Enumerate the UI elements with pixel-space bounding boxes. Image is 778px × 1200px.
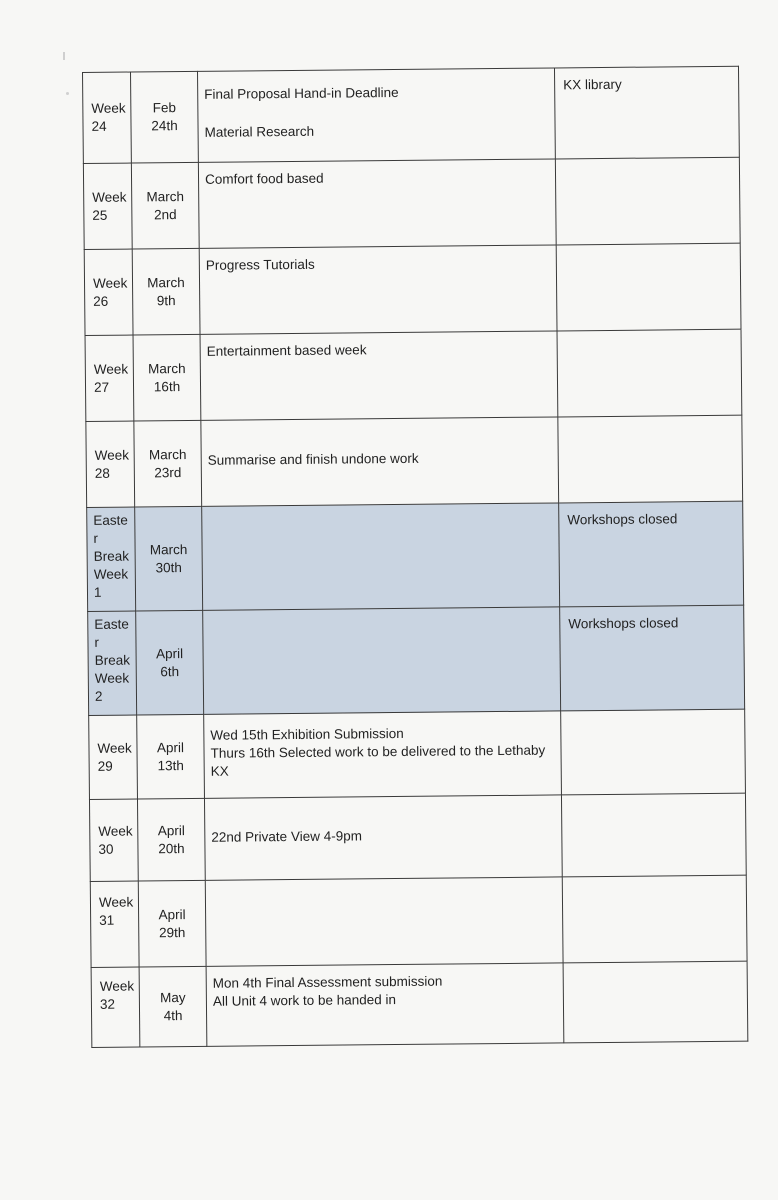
- date-day: 9th: [156, 292, 176, 308]
- activity-line: Material Research: [204, 123, 315, 140]
- week-label: Week: [98, 823, 133, 839]
- activity-line: Final Proposal Hand-in Deadline: [204, 84, 399, 102]
- week-label: Week: [93, 566, 129, 582]
- activity-line: All Unit 4 work to be handed in: [212, 992, 397, 1009]
- date-cell: [137, 714, 205, 799]
- date-cell: [131, 162, 199, 249]
- week-label: Week: [97, 740, 132, 756]
- date-cell: [136, 610, 204, 715]
- week-label: Break: [94, 652, 131, 668]
- week-number: 32: [99, 996, 116, 1012]
- week-number: 1: [93, 584, 102, 600]
- week-label: Week: [92, 189, 127, 205]
- table-row: [85, 329, 742, 421]
- date-day: 30th: [155, 559, 182, 575]
- date-day: 16th: [153, 378, 181, 394]
- date-cell: [133, 334, 201, 421]
- date-day: 13th: [157, 757, 184, 773]
- activity-cell: [200, 331, 558, 420]
- week-label: r: [94, 634, 100, 650]
- week-label: Week: [98, 894, 134, 910]
- week-label: Week: [93, 361, 129, 377]
- week-label: Week: [99, 978, 135, 994]
- activity-cell: [203, 607, 561, 714]
- week-cell: [84, 249, 133, 335]
- activity-line: Wed 15th Exhibition Submission: [210, 725, 404, 743]
- week-number: 2: [94, 688, 103, 704]
- activity-line: 22nd Private View 4-9pm: [211, 828, 363, 845]
- activity-cell: [197, 68, 555, 162]
- week-number: 26: [93, 293, 109, 309]
- week-cell: [83, 163, 132, 249]
- table-row: [91, 961, 748, 1047]
- schedule-table: [82, 66, 748, 1048]
- week-label: Easte: [94, 616, 129, 632]
- date-cell: [139, 966, 207, 1047]
- scan-mark: [66, 92, 69, 95]
- date-month: April: [156, 739, 185, 755]
- activity-cell: [202, 503, 560, 610]
- table-row: [87, 501, 744, 611]
- activity-cell: [198, 159, 556, 248]
- note-cell: [554, 66, 739, 159]
- week-cell: [83, 72, 132, 163]
- date-day: 24th: [151, 118, 178, 134]
- table-row: [83, 66, 740, 163]
- week-label: Week: [94, 447, 130, 463]
- activity-cell: [204, 795, 562, 880]
- table-row: [83, 157, 740, 249]
- week-cell: [86, 421, 135, 507]
- week-label: Break: [93, 548, 130, 564]
- note-cell: [557, 329, 742, 417]
- week-cell: [89, 715, 138, 799]
- scan-mark: [63, 52, 65, 60]
- activity-line: KX: [210, 763, 229, 779]
- date-month: May: [160, 989, 186, 1005]
- note-cell: [559, 501, 744, 607]
- date-month: March: [148, 360, 186, 376]
- table-row: [86, 415, 743, 507]
- week-number: 30: [98, 841, 114, 857]
- note-cell: [556, 243, 741, 331]
- date-month: April: [158, 906, 186, 922]
- date-month: March: [147, 274, 185, 290]
- week-number: 29: [97, 758, 113, 774]
- table-row: [89, 793, 746, 881]
- week-number: 24: [91, 118, 107, 134]
- week-cell: [91, 967, 140, 1047]
- date-day: 4th: [163, 1007, 183, 1023]
- date-day: 2nd: [154, 206, 177, 222]
- activity-cell: [205, 877, 563, 966]
- activity-line: Thurs 16th Selected work to be delivered to the Lethaby: [210, 742, 546, 761]
- table-row: [89, 709, 746, 799]
- date-day: 29th: [159, 924, 186, 940]
- date-month: Feb: [152, 100, 177, 116]
- date-month: March: [148, 446, 187, 462]
- date-month: April: [155, 645, 184, 661]
- note-text: Workshops closed: [568, 615, 679, 632]
- note-cell: [562, 875, 747, 963]
- date-cell: [131, 71, 199, 163]
- week-cell: [89, 799, 138, 881]
- note-cell: [555, 157, 740, 245]
- date-day: 20th: [158, 840, 185, 856]
- note-text: Workshops closed: [567, 511, 678, 528]
- week-label: Week: [92, 275, 128, 291]
- date-cell: [135, 506, 203, 611]
- date-month: March: [146, 188, 185, 204]
- note-cell: [561, 793, 746, 877]
- date-month: April: [157, 822, 185, 838]
- activity-line: Mon 4th Final Assessment submission: [212, 973, 443, 991]
- week-cell: [87, 507, 136, 611]
- week-cell: [90, 881, 139, 967]
- note-text: KX library: [563, 76, 622, 93]
- date-cell: [134, 420, 202, 507]
- date-day: 6th: [160, 663, 180, 679]
- table-row: [84, 243, 741, 335]
- activity-line: Comfort food based: [204, 170, 324, 187]
- activity-cell: [204, 711, 562, 798]
- week-cell: [88, 611, 137, 715]
- activity-cell: [201, 417, 559, 506]
- activity-cell: [199, 245, 557, 334]
- week-number: 28: [94, 465, 110, 481]
- date-cell: [137, 798, 205, 881]
- week-label: r: [93, 530, 99, 546]
- week-label: Easte: [93, 512, 128, 528]
- note-cell: [563, 961, 748, 1043]
- note-cell: [558, 415, 743, 503]
- week-label: Week: [91, 100, 126, 116]
- week-cell: [85, 335, 134, 421]
- week-number: 27: [93, 379, 110, 395]
- week-label: Week: [94, 670, 130, 686]
- date-cell: [138, 880, 206, 967]
- table-row: [88, 605, 745, 715]
- date-cell: [132, 248, 200, 335]
- table-row: [90, 875, 747, 967]
- week-number: 31: [99, 912, 115, 928]
- note-cell: [560, 605, 745, 711]
- week-number: 25: [92, 207, 108, 223]
- date-day: 23rd: [154, 464, 182, 480]
- activity-line: Entertainment based week: [206, 342, 367, 359]
- activity-line: Progress Tutorials: [205, 256, 315, 273]
- date-month: March: [149, 541, 188, 557]
- activity-cell: [206, 963, 564, 1046]
- note-cell: [561, 709, 746, 795]
- activity-line: Summarise and finish undone work: [207, 450, 419, 468]
